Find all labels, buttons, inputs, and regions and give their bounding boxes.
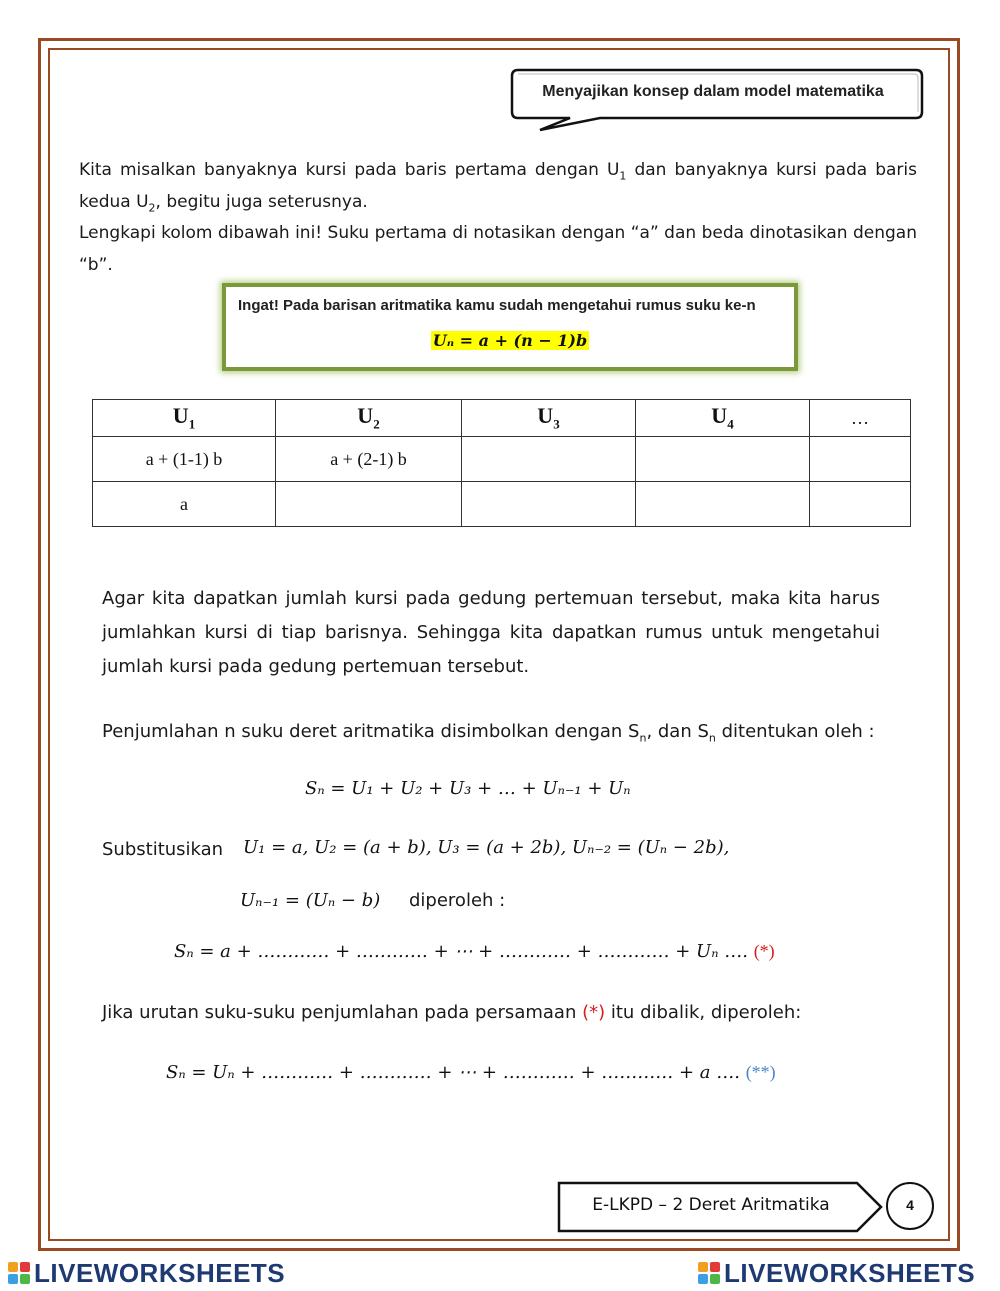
subscript: n [708, 731, 716, 745]
sequence-table [92, 399, 911, 527]
body-text: Penjumlahan n suku deret aritmatika disimbolkan dengan S [102, 721, 640, 742]
liveworksheets-logo-left [8, 1258, 285, 1288]
answer-cell[interactable] [636, 482, 810, 527]
equation-1-tag: (*) [753, 941, 775, 961]
body-text: , dan S [646, 721, 709, 742]
table-cell: a + (1-1) b [93, 437, 276, 482]
header-u2: $U_2$ [276, 400, 462, 437]
intro-text: , begitu juga seterusnya. [155, 192, 368, 212]
body-paragraph-1: Agar kita dapatkan jumlah kursi pada gedung pertemuan tersebut, maka kita harus jumlahkan kursi di tiap barisnya. Sehingga kita dapatkan rumus untuk mengetahui jumlah kursi pada gedung pertemuan tersebut. [102, 588, 880, 677]
nth-term-formula: Uₙ = a + (n − 1)b [432, 331, 588, 350]
answer-cell[interactable] [462, 437, 636, 482]
table-cell: a + (2-1) b [276, 437, 462, 482]
footer-title: E-LKPD – 2 Deret Aritmatika [592, 1195, 830, 1215]
sum-formula: Sₙ = U₁ + U₂ + U₃ + … + Uₙ₋₁ + Uₙ [305, 778, 631, 799]
intro-text: dan banyaknya kursi pada baris kedua U [79, 160, 917, 212]
liveworksheets-logo-right [698, 1258, 975, 1288]
body-text: ditentukan oleh : [715, 721, 875, 742]
answer-cell[interactable] [636, 437, 810, 482]
substitute-label: Substitusikan [102, 839, 224, 860]
nth-term-formula-wrap [226, 331, 794, 350]
body-text: Jika urutan suku-suku penjumlahan pada persamaan [102, 1002, 577, 1023]
intro-paragraph-2: Lengkapi kolom dibawah ini! Suku pertama di notasikan dengan “a” dan beda dinotasikan dengan “b”. [79, 223, 917, 275]
subscript: n [639, 731, 647, 745]
liveworksheets-logo-icon [698, 1262, 720, 1284]
equation-1 [174, 941, 775, 962]
table-cell: a [93, 482, 276, 527]
table-row [93, 437, 911, 482]
header-u1: $U_1$ [93, 400, 276, 437]
reminder-box [222, 283, 798, 371]
header-ellipsis: … [810, 400, 911, 437]
equation-2 [166, 1062, 776, 1083]
answer-cell[interactable] [462, 482, 636, 527]
intro-text: Kita misalkan banyaknya kursi pada baris pertama dengan U [79, 160, 620, 180]
subscript: 1 [619, 169, 627, 183]
subscript: 2 [148, 201, 156, 215]
page-number: 4 [886, 1182, 934, 1230]
section-title: Menyajikan konsep dalam model matematika [542, 83, 884, 100]
answer-cell[interactable] [276, 482, 462, 527]
table-header-row [93, 400, 911, 437]
reminder-title: Ingat! Pada barisan aritmatika kamu sudah mengetahui rumus suku ke-n [238, 297, 756, 314]
equation-1-text: Sₙ = a + ………… + ………… + ⋯ + ………… + ………… + Uₙ …. [174, 941, 748, 962]
equation-2-text: Sₙ = Uₙ + ………… + ………… + ⋯ + ………… + ………… + a …. [166, 1062, 740, 1083]
liveworksheets-wordmark: LIVEWORKSHEETS [34, 1257, 286, 1288]
answer-cell[interactable] [810, 437, 911, 482]
diperoleh-label: diperoleh : [409, 890, 506, 911]
intro-paragraph-1 [79, 154, 917, 218]
header-u4: $U_4$ [636, 400, 810, 437]
body-paragraph-2 [102, 717, 880, 747]
body-text: itu dibalik, diperoleh: [610, 1002, 802, 1023]
equation-2-tag: (**) [745, 1062, 776, 1082]
table-row [93, 482, 911, 527]
body-paragraph-3 [102, 997, 902, 1029]
liveworksheets-logo-icon [8, 1262, 30, 1284]
liveworksheets-wordmark: LIVEWORKSHEETS [724, 1257, 976, 1288]
header-u3: $U_3$ [462, 400, 636, 437]
equation-ref-tag: (*) [582, 1002, 606, 1023]
substitute-formula-2: Uₙ₋₁ = (Uₙ − b) [240, 890, 381, 911]
substitute-formula: U₁ = a, U₂ = (a + b), U₃ = (a + 2b), Uₙ₋₂ = (Uₙ − 2b), [243, 837, 730, 858]
answer-cell[interactable] [810, 482, 911, 527]
